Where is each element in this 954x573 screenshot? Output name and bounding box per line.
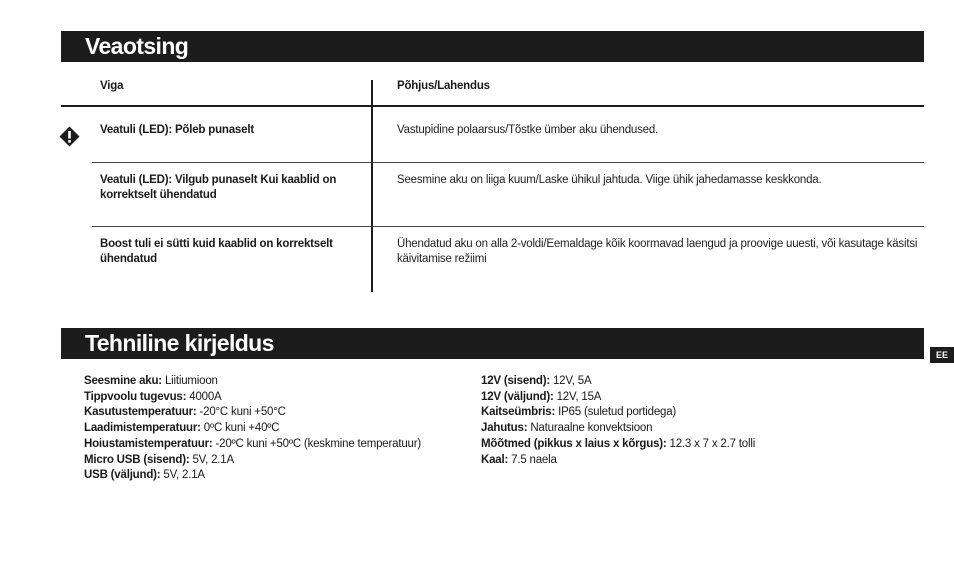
table-row-fault: Veatuli (LED): Põleb punaselt [100, 124, 254, 136]
table-row-fault: Boost tuli ei sütti kuid kaablid on korrektselt ühendatud [100, 238, 333, 265]
cause-column-header: Põhjus/Lahendus [397, 80, 490, 92]
table-row-cause: Seesmine aku on liiga kuum/Laske ühikul jahtuda. Viige ühik jahedamasse keskkonda. [397, 174, 822, 186]
spec-value: 5V, 2.1A [192, 453, 234, 466]
spec-label: USB (väljund): [84, 469, 161, 482]
spec-value: 12.3 x 7 x 2.7 tolli [669, 437, 756, 450]
spec-value: 12V, 15A [556, 390, 602, 403]
row-divider [92, 162, 924, 163]
spec-label: Kaal: [481, 453, 509, 466]
spec-label: 12V (väljund): [481, 390, 554, 403]
table-row-cause: Vastupidine polaarsus/Tõstke ümber aku ühendused. [397, 124, 659, 136]
spec-value: 5V, 2.1A [163, 469, 205, 482]
spec-item [481, 453, 901, 469]
spec-item [481, 421, 901, 437]
spec-value: IP65 (suletud portidega) [558, 406, 677, 419]
spec-item [84, 437, 464, 453]
spec-value: -20ºC kuni +50ºC (keskmine temperatuur) [215, 437, 421, 450]
spec-label: Mõõtmed (pikkus x laius x kõrgus): [481, 437, 667, 450]
row-divider [92, 226, 924, 227]
language-badge: EE [930, 347, 954, 363]
spec-item [84, 405, 464, 421]
header-divider [61, 105, 924, 107]
spec-value: -20°C kuni +50°C [199, 406, 286, 419]
spec-label: Hoiustamistemperatuur: [84, 437, 213, 450]
spec-label: Micro USB (sisend): [84, 453, 190, 466]
spec-label: Laadimistemperatuur: [84, 422, 201, 435]
troubleshooting-title: Veaotsing [61, 31, 924, 62]
spec-item [481, 437, 901, 453]
fault-column-header: Viga [100, 80, 124, 92]
spec-label: Seesmine aku: [84, 375, 162, 387]
spec-value: 7.5 naela [511, 453, 557, 466]
specs-right-column [481, 374, 901, 468]
spec-value: 12V, 5A [552, 375, 592, 387]
spec-item [481, 374, 901, 390]
spec-item [84, 390, 464, 406]
spec-item [84, 421, 464, 437]
spec-label: Kasutustemperatuur: [84, 406, 197, 419]
specs-left-column [84, 374, 464, 484]
spec-value: 0ºC kuni +40ºC [203, 422, 280, 435]
spec-label: 12V (sisend): [481, 375, 550, 387]
spec-item [84, 374, 464, 390]
spec-item [481, 390, 901, 406]
spec-value: Liitiumioon [164, 375, 218, 387]
spec-value: Naturaalne konvektsioon [530, 422, 653, 435]
spec-item [481, 405, 901, 421]
specs-title: Tehniline kirjeldus [61, 328, 924, 359]
warning-diamond-icon [59, 126, 80, 147]
column-divider [371, 80, 373, 292]
table-row-cause: Ühendatud aku on alla 2-voldi/Eemaldage kõik koormavad laengud ja proovige uuesti, või kasutage käsitsi käivitamise režiimi [397, 238, 918, 265]
spec-value: 4000A [189, 390, 222, 403]
spec-label: Tippvoolu tugevus: [84, 390, 187, 403]
spec-label: Kaitseümbris: [481, 406, 556, 419]
spec-item [84, 468, 464, 484]
table-row-fault: Veatuli (LED): Vilgub punaselt Kui kaablid on korrektselt ühendatud [100, 174, 337, 201]
spec-label: Jahutus: [481, 422, 528, 435]
spec-item [84, 453, 464, 469]
